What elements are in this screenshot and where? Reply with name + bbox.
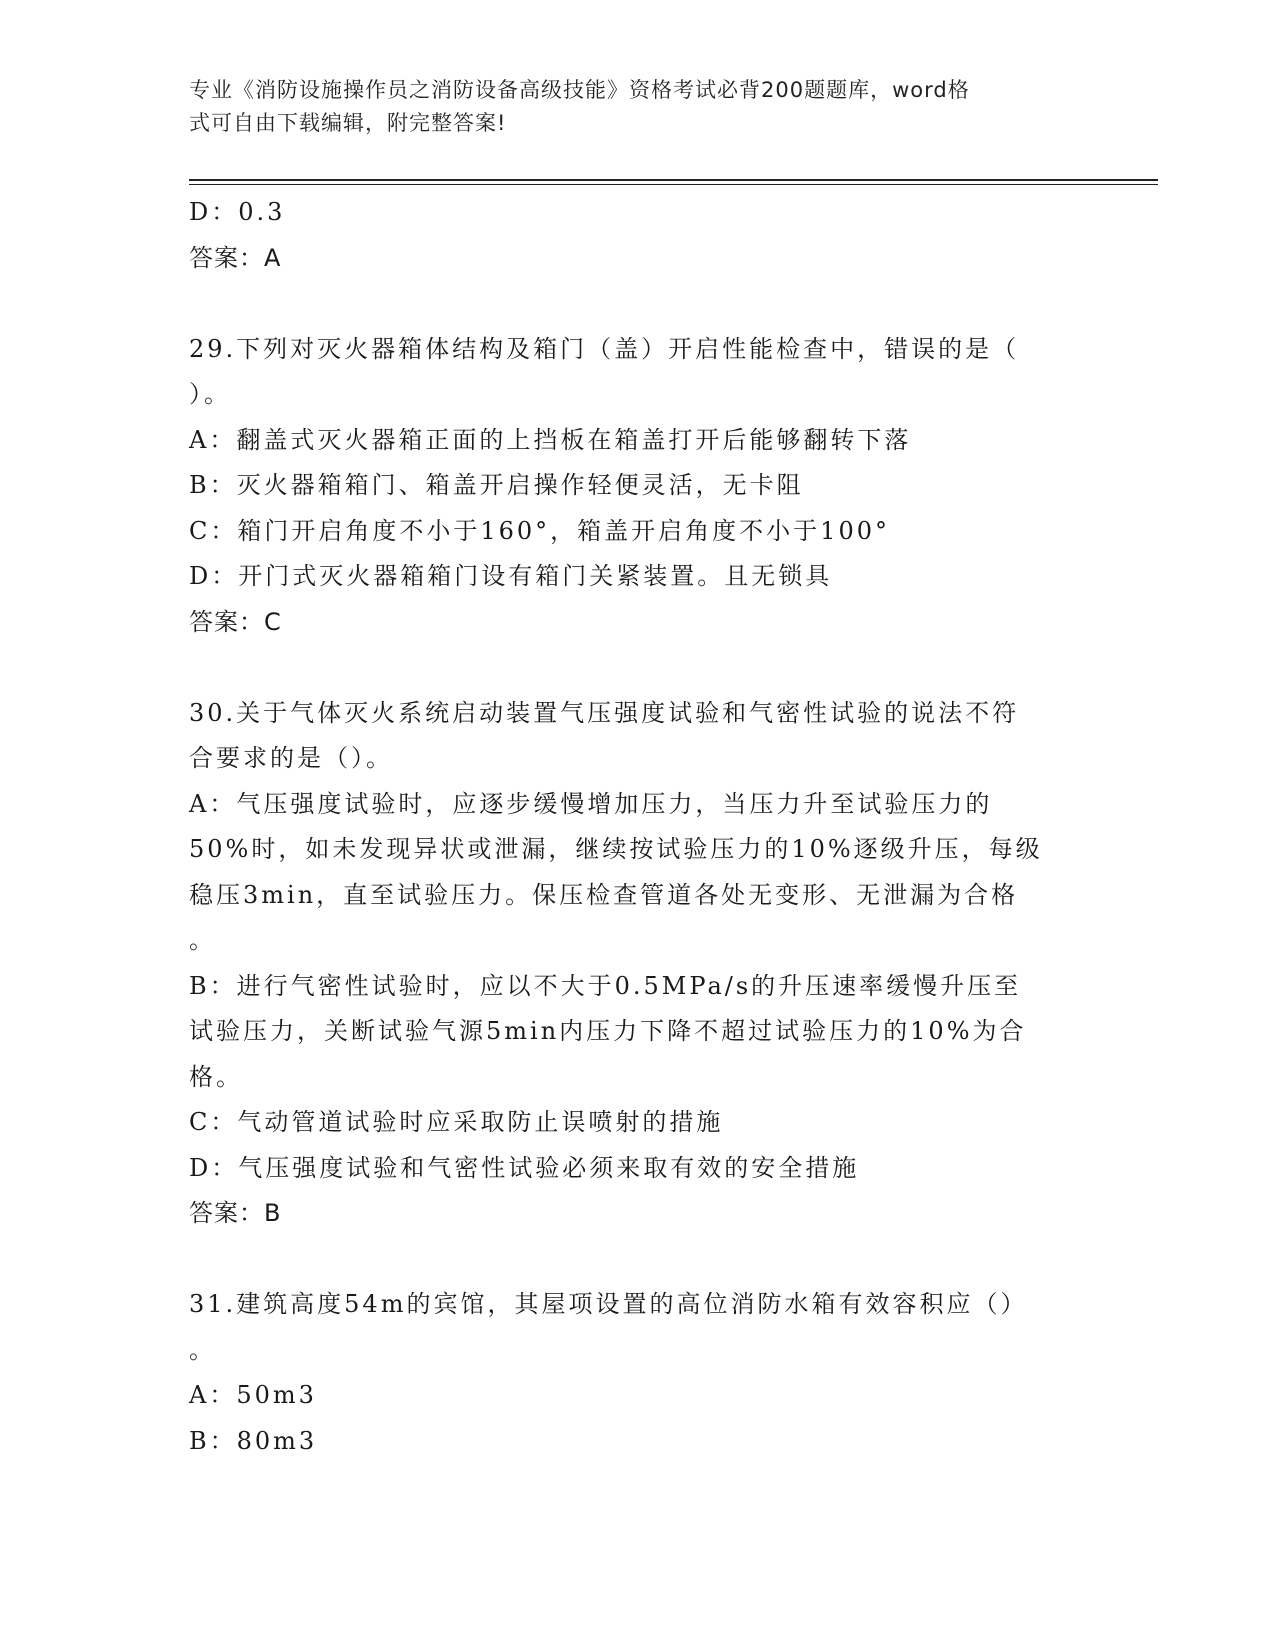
- spacer: [189, 281, 1079, 327]
- question-stem-line: ）。: [189, 380, 231, 408]
- option-c: C：气动管道试验时应采取防止误喷射的措施: [189, 1108, 724, 1136]
- option-d: D：0.3: [189, 198, 286, 226]
- header-divider-thin: [189, 184, 1158, 185]
- option-b-continued: 试验压力，关断试验气源5min内压力下降不超过试验压力的10%为合: [189, 1017, 1027, 1045]
- option-b: B：80m3: [189, 1426, 318, 1455]
- question-content: [189, 190, 1079, 1464]
- option-d: D：开门式灭火器箱箱门设有箱门关紧装置。且无锁具: [189, 562, 833, 590]
- answer-line: 答案：A: [189, 243, 282, 272]
- question-30: [189, 691, 1079, 1237]
- question-31: [189, 1282, 1079, 1464]
- header-line-2: 式可自由下载编辑，附完整答案!: [189, 111, 507, 135]
- option-d: D：气压强度试验和气密性试验必须来取有效的安全措施: [189, 1153, 860, 1182]
- option-a: A：翻盖式灭火器箱正面的上挡板在箱盖打开后能够翻转下落: [189, 425, 912, 454]
- option-b: B：灭火器箱箱门、箱盖开启操作轻便灵活，无卡阻: [189, 471, 804, 499]
- option-a-continued: 稳压3min，直至试验压力。保压检查管道各处无变形、无泄漏为合格: [189, 880, 1019, 909]
- option-a-continued: 。: [189, 926, 216, 954]
- option-a: A：50m3: [189, 1381, 317, 1409]
- page-header: [189, 74, 1069, 140]
- header-line-1: 专业《消防设施操作员之消防设备高级技能》资格考试必背200题题库，word格: [189, 78, 970, 102]
- question-stem-line: 。: [189, 1335, 216, 1364]
- question-stem-line: 合要求的是（）。: [189, 744, 393, 772]
- spacer: [189, 1237, 1079, 1283]
- option-b-continued: 格。: [189, 1062, 243, 1091]
- question-28-tail: [189, 190, 1079, 281]
- option-a-continued: 50%时，如未发现异状或泄漏，继续按试验压力的10%逐级升压，每级: [189, 835, 1043, 863]
- spacer: [189, 645, 1079, 691]
- answer-line: 答案：C: [189, 607, 282, 636]
- question-stem-line: 29.下列对灭火器箱体结构及箱门（盖）开启性能检查中，错误的是（: [189, 334, 1020, 363]
- option-b: B：进行气密性试验时，应以不大于0.5MPa/s的升压速率缓慢升压至: [189, 971, 1022, 1000]
- answer-line: 答案：B: [189, 1199, 282, 1227]
- question-29: [189, 327, 1079, 646]
- option-a: A：气压强度试验时，应逐步缓慢增加压力，当压力升至试验压力的: [189, 789, 993, 818]
- question-stem-line: 31.建筑高度54m的宾馆，其屋项设置的高位消防水箱有效容积应（）: [189, 1290, 1028, 1318]
- option-c: C：箱门开启角度不小于160°，箱盖开启角度不小于100°: [189, 516, 890, 545]
- question-stem-line: 30.关于气体灭火系统启动装置气压强度试验和气密性试验的说法不符: [189, 698, 1020, 727]
- header-divider-thick: [189, 179, 1158, 181]
